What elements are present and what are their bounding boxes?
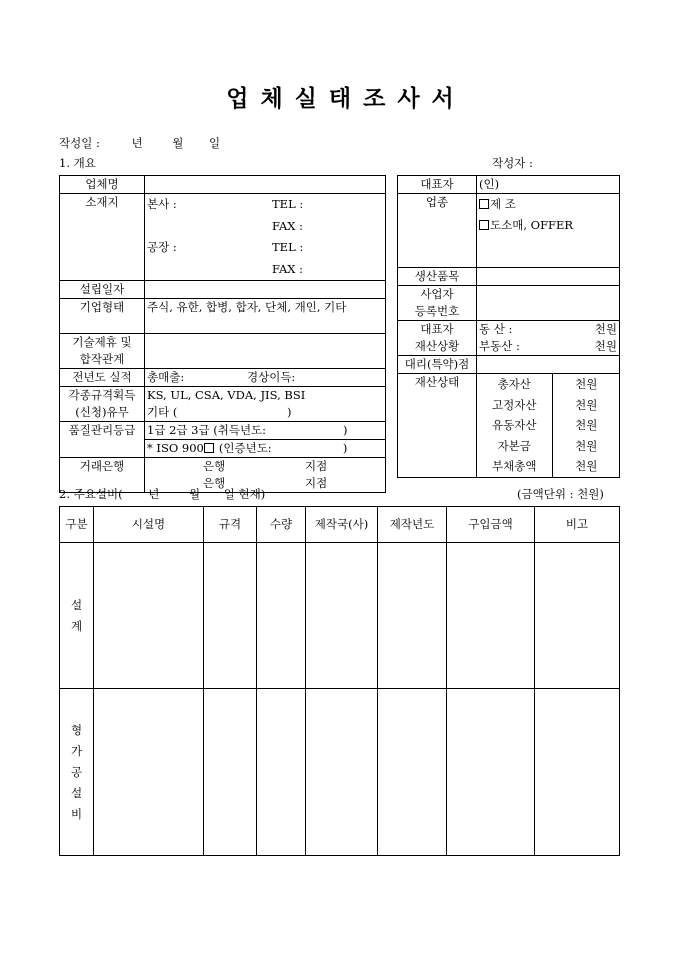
unit-label: 천원 (594, 339, 617, 353)
group-label-char: 형 (70, 722, 83, 737)
cell[interactable] (535, 543, 620, 689)
fax-label: FAX : (272, 261, 304, 276)
head-office-label: 본사 : (147, 197, 177, 211)
fax-label: FAX : (272, 218, 304, 233)
established-label: 설립일자 (60, 281, 145, 299)
financial-label: 재산상태 (398, 374, 477, 478)
total-sales-label: 총매출: (147, 370, 185, 384)
bank-word: 은행 (203, 459, 226, 473)
ceo-assets-label-2: 재산상황 (414, 339, 460, 353)
industry-wholesale: 도소매, OFFER (490, 218, 574, 232)
ceo-assets-value (477, 321, 620, 356)
cell[interactable] (306, 543, 378, 689)
group-label-design (60, 543, 94, 689)
table-row (60, 689, 620, 856)
date-label: 작성일 : (59, 136, 100, 150)
biz-reg-label-2: 등록번호 (414, 304, 460, 318)
tel-label: TEL : (272, 240, 304, 254)
title-char: 태 (328, 85, 352, 112)
tech-partner-label (60, 334, 145, 369)
iso-cert: (인증년도: (218, 441, 272, 455)
industry-manufacturing: 제 조 (490, 197, 516, 211)
equipment-table (59, 506, 620, 856)
bank-label: 거래은행 (60, 458, 145, 493)
cell[interactable] (204, 543, 257, 689)
header-maker: 제작국(사) (306, 507, 378, 543)
header-spec: 규격 (204, 507, 257, 543)
header-quantity: 수량 (257, 507, 306, 543)
fin-item: 유동자산 (492, 418, 537, 432)
section2-year: 년 (148, 487, 160, 501)
grade-close: ) (343, 423, 348, 437)
last-year-value (145, 369, 386, 387)
unit-label: 천원 (552, 436, 620, 457)
movable-label: 동 산 : (479, 322, 513, 336)
group-label-char: 비 (70, 806, 83, 821)
product-label: 생산품목 (398, 268, 477, 286)
header-year: 제작년도 (378, 507, 447, 543)
company-name-value[interactable] (145, 176, 386, 194)
company-name-label: 업체명 (60, 176, 145, 194)
cell[interactable] (204, 689, 257, 856)
section2-day: 일 현재) (223, 487, 266, 501)
table-row (60, 543, 620, 689)
group-label-char: 설 (70, 785, 83, 800)
cell[interactable] (257, 543, 306, 689)
ceo-label: 대표자 (398, 176, 477, 194)
product-value[interactable] (477, 268, 620, 286)
profit-label: 경상이득: (247, 370, 296, 384)
standards-other-close: ) (287, 405, 292, 419)
quality-grade-value (145, 422, 386, 458)
branch-word: 지점 (305, 476, 328, 490)
date-year: 년 (131, 136, 143, 150)
cell[interactable] (94, 689, 204, 856)
standards-other: 기타 ( (147, 405, 178, 419)
company-type-label: 기업형태 (60, 299, 145, 334)
section2-month: 월 (188, 487, 201, 501)
standards-label-2: (신청)유무 (75, 405, 129, 419)
cell[interactable] (257, 689, 306, 856)
group-label-char: 계 (70, 618, 83, 633)
cell[interactable] (535, 689, 620, 856)
author-label: 작성자 : (492, 156, 533, 170)
tech-partner-label-2: 합작관계 (79, 352, 125, 366)
established-value[interactable] (145, 281, 386, 299)
ceo-assets-label-1: 대표자 (420, 322, 454, 336)
ceo-assets-label (398, 321, 477, 356)
financial-value (477, 374, 620, 478)
checkbox-icon[interactable] (479, 220, 489, 230)
cell[interactable] (447, 543, 535, 689)
real-estate-label: 부동산 : (479, 339, 520, 353)
group-label-processing (60, 689, 94, 856)
unit-label: 천원 (594, 322, 617, 336)
title-char: 조 (363, 85, 386, 112)
biz-reg-label (398, 286, 477, 321)
group-label-char: 가 (70, 743, 83, 758)
industry-label: 업종 (398, 194, 477, 268)
ceo-seal: (인) (477, 176, 620, 194)
industry-value (477, 194, 620, 268)
cell[interactable] (94, 543, 204, 689)
standards-list: KS, UL, CSA, VDA, JIS, BSI (147, 388, 306, 402)
fin-item: 자본금 (497, 438, 531, 453)
title-char: 사 (397, 85, 420, 112)
financial-grid (477, 374, 620, 477)
standards-value (145, 387, 386, 422)
bank-word: 은행 (203, 476, 226, 490)
date-day: 일 (209, 136, 221, 150)
last-year-label: 전년도 실적 (60, 369, 145, 387)
company-type-value: 주식, 유한, 합병, 합자, 단체, 개인, 기타 (145, 299, 386, 334)
grade-value: 1급 2급 3급 (취득년도: (147, 423, 267, 437)
biz-reg-label-1: 사업자 (420, 287, 454, 301)
date-line (59, 135, 220, 151)
overview-table-left (59, 175, 386, 493)
unit-label: 천원 (552, 415, 620, 436)
overview-table-right (397, 175, 620, 478)
unit-label: 천원 (552, 395, 620, 416)
header-facility: 시설명 (94, 507, 204, 543)
factory-label: 공장 : (147, 240, 177, 254)
agency-label: 대리(특약)점 (398, 356, 477, 374)
group-label-char: 설 (70, 597, 83, 612)
agency-value[interactable] (477, 356, 620, 374)
unit-note: (금액단위 : 천원) (517, 487, 604, 501)
iso-value: * ISO 900 (147, 441, 204, 455)
biz-reg-value[interactable] (477, 286, 620, 321)
location-label: 소재지 (60, 194, 145, 281)
branch-word: 지점 (305, 459, 328, 473)
unit-label: 천원 (552, 456, 620, 477)
header-category: 구분 (60, 507, 94, 543)
title-char: 서 (431, 85, 454, 112)
quality-grade-label: 품질관리등급 (60, 422, 145, 458)
document-title (0, 80, 680, 113)
title-char: 체 (260, 85, 283, 112)
standards-label-1: 각종규격획득 (68, 388, 136, 402)
cell[interactable] (447, 689, 535, 856)
cell[interactable] (378, 689, 447, 856)
cell[interactable] (306, 689, 378, 856)
fin-item: 부채총액 (492, 459, 537, 473)
unit-label: 천원 (552, 374, 620, 395)
header-note: 비고 (535, 507, 620, 543)
title-char: 실 (294, 85, 317, 112)
tech-partner-value[interactable] (145, 334, 386, 369)
section2-heading (59, 486, 265, 502)
standards-label (60, 387, 145, 422)
section1-heading: 1. 개요 (59, 156, 96, 170)
section2-title: 2. 주요설비( (59, 487, 123, 501)
fin-item: 고정자산 (492, 397, 537, 412)
tech-partner-label-1: 기술제휴 및 (72, 335, 132, 349)
iso-close: ) (342, 441, 348, 455)
group-label-char: 공 (70, 764, 83, 779)
tel-label: TEL : (272, 197, 304, 211)
checkbox-icon[interactable] (204, 443, 214, 453)
fin-item: 총자산 (497, 377, 531, 391)
location-value[interactable] (145, 194, 386, 281)
date-month: 월 (172, 136, 184, 150)
title-char: 업 (226, 85, 249, 112)
header-price: 구입금액 (447, 507, 535, 543)
checkbox-icon[interactable] (479, 199, 489, 209)
cell[interactable] (378, 543, 447, 689)
